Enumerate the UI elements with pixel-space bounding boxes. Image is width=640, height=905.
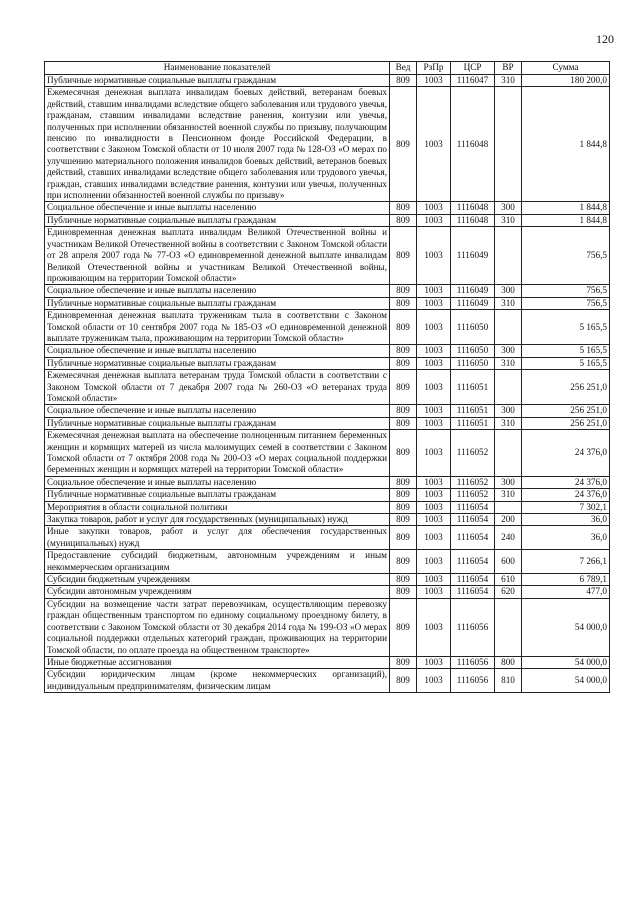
- row-rzpr: 1003: [417, 489, 451, 501]
- row-csr: 1116048: [451, 87, 495, 202]
- header-rzpr: РзПр: [417, 62, 451, 75]
- row-vr: [495, 227, 522, 285]
- table-row: [45, 285, 610, 297]
- row-ved: 809: [390, 598, 417, 656]
- row-rzpr: 1003: [417, 476, 451, 488]
- row-name: Субсидии автономным учреждениям: [45, 586, 390, 598]
- row-rzpr: 1003: [417, 656, 451, 668]
- row-csr: 1116054: [451, 586, 495, 598]
- row-name: Публичные нормативные социальные выплаты гражданам: [45, 417, 390, 429]
- row-sum: 1 844,8: [522, 214, 610, 226]
- row-ved: 809: [390, 75, 417, 87]
- table-row: [45, 526, 610, 550]
- table-row: [45, 476, 610, 488]
- row-name: Публичные нормативные социальные выплаты гражданам: [45, 75, 390, 87]
- row-vr: 310: [495, 417, 522, 429]
- row-csr: 1116056: [451, 656, 495, 668]
- row-name: Социальное обеспечение и иные выплаты населению: [45, 345, 390, 357]
- row-rzpr: 1003: [417, 550, 451, 574]
- row-rzpr: 1003: [417, 75, 451, 87]
- row-csr: 1116048: [451, 214, 495, 226]
- row-vr: 610: [495, 574, 522, 586]
- table-row: [45, 214, 610, 226]
- row-rzpr: 1003: [417, 669, 451, 693]
- row-csr: 1116047: [451, 75, 495, 87]
- row-sum: 24 376,0: [522, 430, 610, 477]
- table-row: [45, 598, 610, 656]
- row-ved: 809: [390, 574, 417, 586]
- row-csr: 1116056: [451, 598, 495, 656]
- row-ved: 809: [390, 489, 417, 501]
- row-ved: 809: [390, 202, 417, 214]
- table-row: [45, 310, 610, 345]
- row-name: Социальное обеспечение и иные выплаты населению: [45, 285, 390, 297]
- row-name: Субсидии на возмещение части затрат перевозчикам, осуществляющим перевозку граждан общественным транспортом по единому социальному проездному билету, в соответствии с Законом Томской области от 30 декабря 2014 года № 199-ОЗ «О мерах социальной поддержки отдельных категорий граждан, проживающих на территории Томской области, по оплате проезда на общественном транспорте»: [45, 598, 390, 656]
- row-csr: 1116052: [451, 476, 495, 488]
- row-ved: 809: [390, 405, 417, 417]
- row-csr: 1116056: [451, 669, 495, 693]
- table-row: [45, 656, 610, 668]
- row-ved: 809: [390, 357, 417, 369]
- row-ved: 809: [390, 285, 417, 297]
- row-csr: 1116054: [451, 550, 495, 574]
- row-rzpr: 1003: [417, 87, 451, 202]
- row-name: Ежемесячная денежная выплата ветеранам труда Томской области в соответствии с Законом Томской области от 7 декабря 2007 года № 260-ОЗ «О ветеранах труда Томской области»: [45, 370, 390, 405]
- row-csr: 1116050: [451, 310, 495, 345]
- row-ved: 809: [390, 87, 417, 202]
- row-name: Закупка товаров, работ и услуг для государственных (муниципальных) нужд: [45, 514, 390, 526]
- header-name: Наименование показателей: [45, 62, 390, 75]
- row-csr: 1116054: [451, 514, 495, 526]
- row-rzpr: 1003: [417, 598, 451, 656]
- row-ved: 809: [390, 656, 417, 668]
- row-vr: [495, 87, 522, 202]
- row-ved: 809: [390, 514, 417, 526]
- table-row: [45, 297, 610, 309]
- row-name: Ежемесячная денежная выплата на обеспечение полноценным питанием беременных женщин и кормящих матерей из числа малоимущих семей в соответствии с Законом Томской области от 7 октября 2008 года № 200-ОЗ «О мерах социальной поддержки беременных женщин и кормящих матерей на территории Томской области»: [45, 430, 390, 477]
- row-name: Публичные нормативные социальные выплаты гражданам: [45, 489, 390, 501]
- header-vr: ВР: [495, 62, 522, 75]
- row-sum: 5 165,5: [522, 310, 610, 345]
- row-rzpr: 1003: [417, 514, 451, 526]
- row-name: Публичные нормативные социальные выплаты гражданам: [45, 214, 390, 226]
- row-vr: 600: [495, 550, 522, 574]
- table-row: [45, 669, 610, 693]
- row-sum: 756,5: [522, 227, 610, 285]
- table-row: [45, 370, 610, 405]
- row-csr: 1116052: [451, 430, 495, 477]
- row-sum: 5 165,5: [522, 357, 610, 369]
- row-ved: 809: [390, 526, 417, 550]
- row-sum: 5 165,5: [522, 345, 610, 357]
- row-vr: [495, 430, 522, 477]
- row-sum: 36,0: [522, 526, 610, 550]
- row-vr: 310: [495, 297, 522, 309]
- table-row: [45, 501, 610, 513]
- row-sum: 54 000,0: [522, 598, 610, 656]
- page-number: 120: [596, 32, 614, 46]
- row-sum: 6 789,1: [522, 574, 610, 586]
- row-vr: 810: [495, 669, 522, 693]
- row-rzpr: 1003: [417, 214, 451, 226]
- row-name: Иные закупки товаров, работ и услуг для обеспечения государственных (муниципальных) нужд: [45, 526, 390, 550]
- row-name: Субсидии юридическим лицам (кроме некоммерческих организаций), индивидуальным предпринимателям, физическим лицам: [45, 669, 390, 693]
- table-row: [45, 87, 610, 202]
- row-ved: 809: [390, 310, 417, 345]
- row-csr: 1116051: [451, 417, 495, 429]
- row-sum: 54 000,0: [522, 669, 610, 693]
- row-ved: 809: [390, 370, 417, 405]
- row-csr: 1116052: [451, 489, 495, 501]
- row-csr: 1116050: [451, 345, 495, 357]
- row-rzpr: 1003: [417, 417, 451, 429]
- row-ved: 809: [390, 214, 417, 226]
- row-name: Единовременная денежная выплата инвалидам Великой Отечественной войны и участникам Великой Отечественной войны в соответствии с Законом Томской области от 28 апреля 2007 года № 77-ОЗ «О единовременной денежной выплате инвалидам Великой Отечественной войны и участникам Великой Отечественной войны, проживающим на территории Томской области»: [45, 227, 390, 285]
- row-vr: [495, 501, 522, 513]
- row-rzpr: 1003: [417, 574, 451, 586]
- table-row: [45, 202, 610, 214]
- table-body: [45, 75, 610, 693]
- row-vr: [495, 370, 522, 405]
- row-name: Мероприятия в области социальной политики: [45, 501, 390, 513]
- row-name: Публичные нормативные социальные выплаты гражданам: [45, 297, 390, 309]
- row-ved: 809: [390, 501, 417, 513]
- row-ved: 809: [390, 550, 417, 574]
- row-name: Субсидии бюджетным учреждениям: [45, 574, 390, 586]
- row-sum: 36,0: [522, 514, 610, 526]
- table-row: [45, 357, 610, 369]
- table-row: [45, 75, 610, 87]
- table-header-row: [45, 62, 610, 75]
- row-ved: 809: [390, 669, 417, 693]
- row-rzpr: 1003: [417, 227, 451, 285]
- row-rzpr: 1003: [417, 501, 451, 513]
- row-ved: 809: [390, 227, 417, 285]
- row-ved: 809: [390, 476, 417, 488]
- table-row: [45, 345, 610, 357]
- row-name: Социальное обеспечение и иные выплаты населению: [45, 405, 390, 417]
- row-vr: 800: [495, 656, 522, 668]
- row-name: Иные бюджетные ассигнования: [45, 656, 390, 668]
- row-rzpr: 1003: [417, 202, 451, 214]
- row-sum: 256 251,0: [522, 370, 610, 405]
- row-name: Ежемесячная денежная выплата инвалидам боевых действий, ветеранам боевых действий, ставшим инвалидами вследствие общего заболевания или трудового увечья, гражданам, ставшим инвалидами вследствие ранения, контузии или увечья, полученных при исполнении обязанностей военной службы по призыву, получающим пенсию по инвалидности в Пенсионном фонде Российской Федерации, в соответствии с Законом Томской области от 10 июля 2007 года № 128-ОЗ «О мерах по улучшению материального положения инвалидов боевых действий, ветеранов боевых действий, ставших инвалидами вследствие общего заболевания или трудового увечья, граждан, ставших инвалидами вследствие ранения, контузии или увечья, полученных при исполнении обязанностей военной службы по призыву»: [45, 87, 390, 202]
- row-sum: 756,5: [522, 297, 610, 309]
- row-name: Предоставление субсидий бюджетным, автономным учреждениям и иным некоммерческим организациям: [45, 550, 390, 574]
- row-name: Публичные нормативные социальные выплаты гражданам: [45, 357, 390, 369]
- table-row: [45, 227, 610, 285]
- row-vr: 310: [495, 75, 522, 87]
- row-rzpr: 1003: [417, 345, 451, 357]
- row-rzpr: 1003: [417, 297, 451, 309]
- row-sum: 180 200,0: [522, 75, 610, 87]
- header-ved: Вед: [390, 62, 417, 75]
- row-rzpr: 1003: [417, 370, 451, 405]
- row-vr: 300: [495, 285, 522, 297]
- table-row: [45, 405, 610, 417]
- row-sum: 24 376,0: [522, 489, 610, 501]
- row-rzpr: 1003: [417, 526, 451, 550]
- row-ved: 809: [390, 586, 417, 598]
- header-csr: ЦСР: [451, 62, 495, 75]
- row-ved: 809: [390, 345, 417, 357]
- row-ved: 809: [390, 297, 417, 309]
- row-csr: 1116048: [451, 202, 495, 214]
- row-rzpr: 1003: [417, 285, 451, 297]
- row-vr: 300: [495, 202, 522, 214]
- row-csr: 1116049: [451, 285, 495, 297]
- row-sum: 477,0: [522, 586, 610, 598]
- row-rzpr: 1003: [417, 310, 451, 345]
- row-csr: 1116054: [451, 501, 495, 513]
- row-csr: 1116049: [451, 227, 495, 285]
- row-name: Социальное обеспечение и иные выплаты населению: [45, 202, 390, 214]
- row-csr: 1116049: [451, 297, 495, 309]
- row-vr: 620: [495, 586, 522, 598]
- table-row: [45, 489, 610, 501]
- row-sum: 756,5: [522, 285, 610, 297]
- row-vr: 310: [495, 214, 522, 226]
- table-row: [45, 574, 610, 586]
- table-row: [45, 430, 610, 477]
- row-sum: 256 251,0: [522, 405, 610, 417]
- row-rzpr: 1003: [417, 586, 451, 598]
- row-vr: 240: [495, 526, 522, 550]
- row-sum: 1 844,8: [522, 202, 610, 214]
- row-vr: [495, 598, 522, 656]
- row-vr: 200: [495, 514, 522, 526]
- row-name: Единовременная денежная выплата труженикам тыла в соответствии с Законом Томской области от 10 сентября 2007 года № 185-ОЗ «О единовременной денежной выплате труженикам тыла, проживающим на территории Томской области»: [45, 310, 390, 345]
- row-sum: 7 302,1: [522, 501, 610, 513]
- row-csr: 1116054: [451, 574, 495, 586]
- row-vr: 300: [495, 345, 522, 357]
- row-ved: 809: [390, 417, 417, 429]
- row-sum: 24 376,0: [522, 476, 610, 488]
- row-sum: 256 251,0: [522, 417, 610, 429]
- row-csr: 1116050: [451, 357, 495, 369]
- row-vr: 300: [495, 476, 522, 488]
- row-csr: 1116051: [451, 405, 495, 417]
- budget-table: [44, 61, 610, 693]
- row-csr: 1116054: [451, 526, 495, 550]
- row-ved: 809: [390, 430, 417, 477]
- row-rzpr: 1003: [417, 357, 451, 369]
- header-sum: Сумма: [522, 62, 610, 75]
- table-row: [45, 550, 610, 574]
- row-name: Социальное обеспечение и иные выплаты населению: [45, 476, 390, 488]
- row-vr: 300: [495, 405, 522, 417]
- row-rzpr: 1003: [417, 430, 451, 477]
- row-vr: 310: [495, 489, 522, 501]
- row-sum: 54 000,0: [522, 656, 610, 668]
- table-row: [45, 586, 610, 598]
- row-rzpr: 1003: [417, 405, 451, 417]
- row-csr: 1116051: [451, 370, 495, 405]
- table-row: [45, 514, 610, 526]
- row-sum: 7 266,1: [522, 550, 610, 574]
- row-sum: 1 844,8: [522, 87, 610, 202]
- row-vr: [495, 310, 522, 345]
- row-vr: 310: [495, 357, 522, 369]
- table-row: [45, 417, 610, 429]
